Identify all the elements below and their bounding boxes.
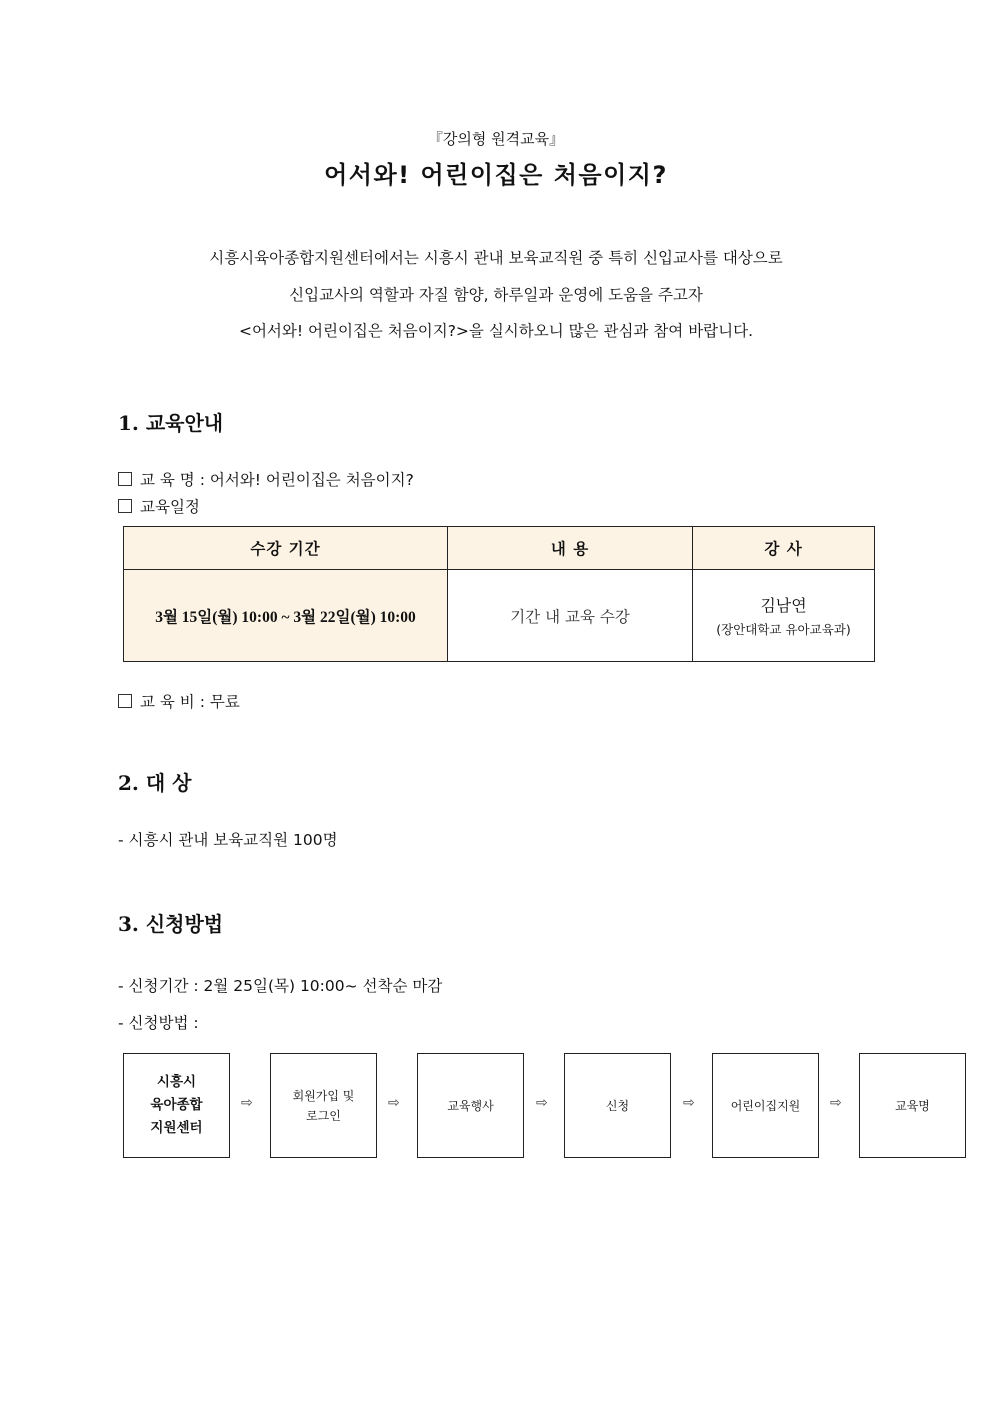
step-box-center (123, 1053, 230, 1158)
checkbox-square-icon (118, 472, 132, 486)
intro-line-2: 신입교사의 역할과 자질 함양, 하루일과 운영에 도움을 주고자 (289, 286, 703, 304)
step-text: 어린이집지원 (730, 1099, 801, 1113)
step-box-course-name (859, 1053, 966, 1158)
cell-content: 기간 내 교육 수강 (448, 570, 693, 662)
step-text: 로그인 (306, 1108, 341, 1123)
arrow-right-icon: ⇨ (536, 1095, 548, 1111)
step-text: 회원가입 및 (292, 1088, 355, 1103)
header-period: 수강 기간 (124, 527, 448, 570)
step-text: 교육행사 (447, 1099, 494, 1113)
schedule-table (123, 526, 875, 662)
fee-item (118, 690, 240, 712)
step-text: 교육명 (895, 1099, 930, 1113)
step-text: 신청 (605, 1099, 630, 1113)
document-subtitle: 『강의형 원격교육』 (427, 130, 565, 148)
document-title: 어서와! 어린이집은 처음이지? (324, 161, 668, 189)
table-header-row (124, 527, 875, 570)
step-box-signup-login (270, 1053, 377, 1158)
schedule-label: 교육일정 (140, 498, 200, 516)
step-box-daycare-support (712, 1053, 819, 1158)
step-text: 육아종합 (150, 1097, 203, 1113)
arrow-right-icon: ⇨ (388, 1095, 400, 1111)
arrow-right-icon: ⇨ (830, 1095, 842, 1111)
instructor-affiliation: (장안대학교 유아교육과) (716, 622, 851, 637)
course-name-text: 교 육 명 : 어서와! 어린이집은 처음이지? (140, 471, 414, 489)
application-method-line: - 신청방법 : (118, 1014, 199, 1032)
target-line: - 시흥시 관내 보육교직원 100명 (118, 831, 338, 849)
checkbox-square-icon (118, 694, 132, 708)
step-text: 지원센터 (150, 1120, 203, 1136)
application-period-line: - 신청기간 : 2월 25일(목) 10:00~ 선착순 마감 (118, 977, 443, 995)
section-heading-target: 2. 대 상 (118, 771, 192, 795)
intro-line-3: <어서와! 어린이집은 처음이지?>을 실시하오니 많은 관심과 참여 바랍니다. (238, 322, 754, 340)
section-heading-education-info: 1. 교육안내 (118, 411, 224, 435)
step-text: 시흥시 (156, 1074, 197, 1090)
header-instructor: 강 사 (693, 527, 875, 570)
checkbox-square-icon (118, 499, 132, 513)
course-name-item (118, 468, 414, 490)
section-heading-application: 3. 신청방법 (118, 912, 224, 936)
instructor-name: 김남연 (760, 596, 807, 615)
table-row (124, 570, 875, 662)
step-box-education-event (417, 1053, 524, 1158)
arrow-right-icon: ⇨ (683, 1095, 695, 1111)
cell-instructor (693, 570, 875, 662)
header-content: 내 용 (448, 527, 693, 570)
cell-period: 3월 15일(월) 10:00 ~ 3월 22일(월) 10:00 (124, 570, 448, 662)
intro-line-1: 시흥시육아종합지원센터에서는 시흥시 관내 보육교직원 중 특히 신입교사를 대상으로 (209, 249, 783, 267)
step-box-apply (564, 1053, 671, 1158)
fee-text: 교 육 비 : 무료 (140, 693, 240, 711)
schedule-item (118, 495, 200, 517)
arrow-right-icon: ⇨ (241, 1095, 253, 1111)
